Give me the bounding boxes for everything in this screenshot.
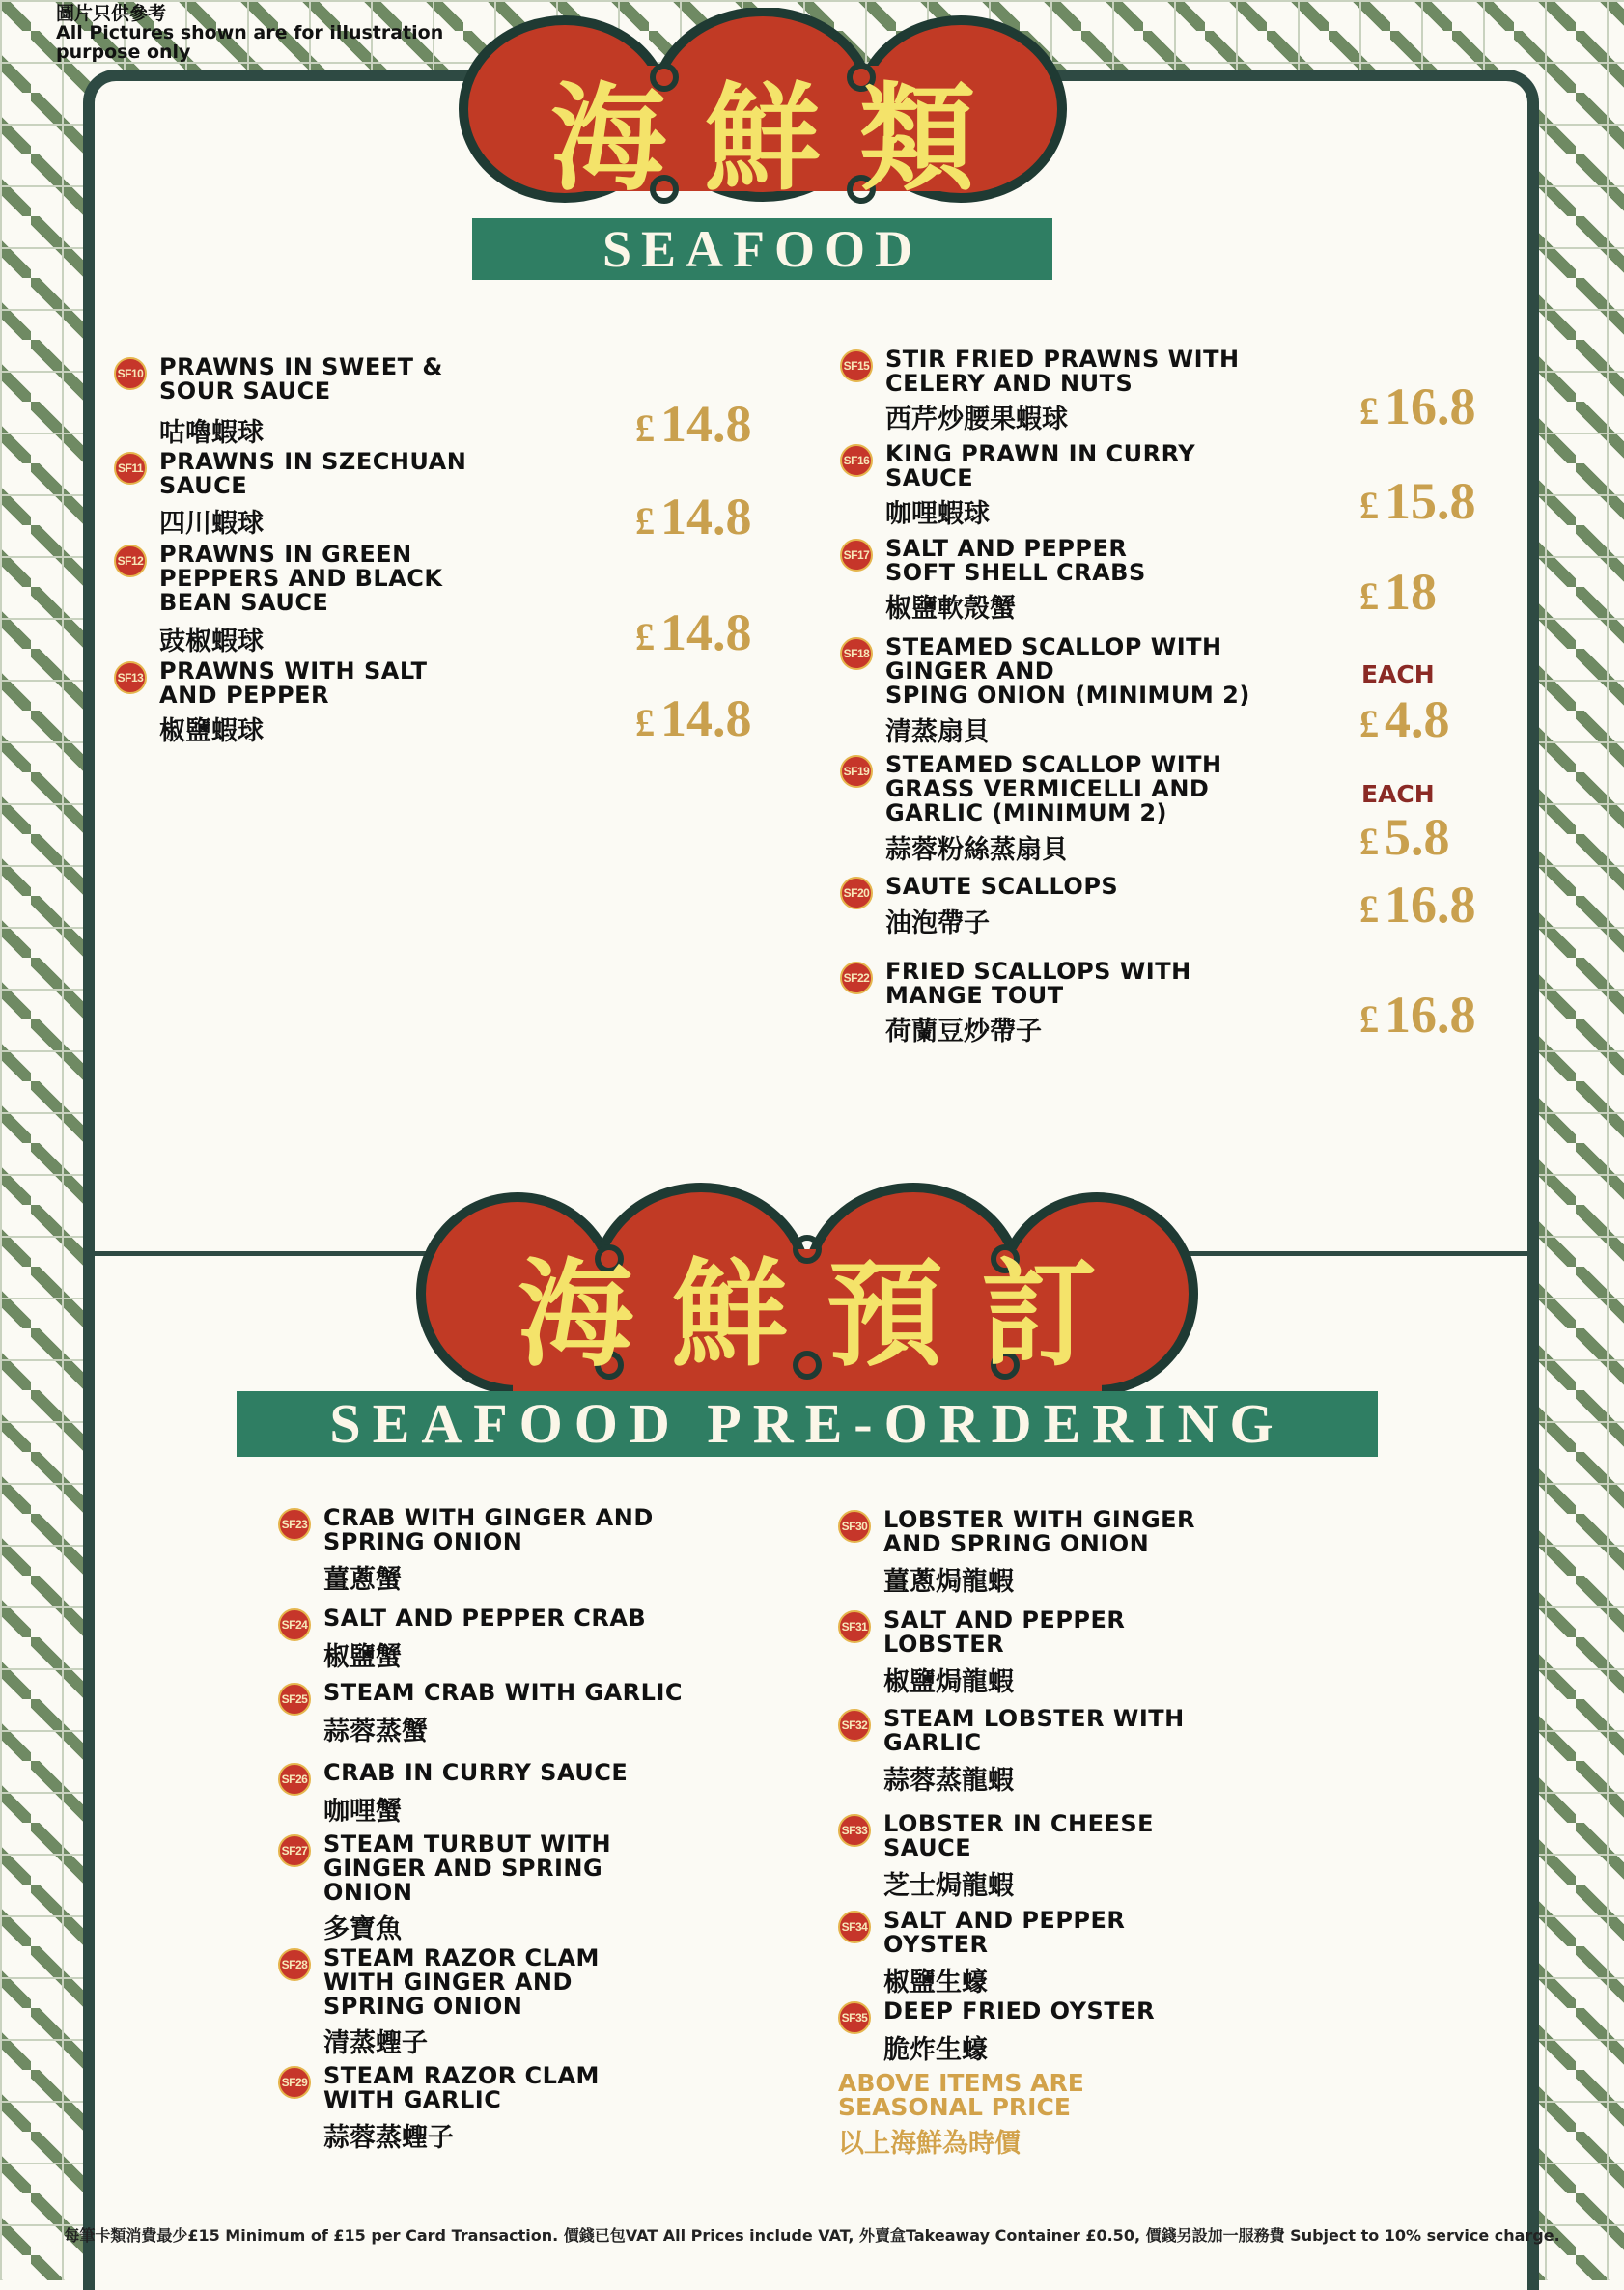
item-name-zh: 薑蔥焗龍蝦 bbox=[883, 1567, 1014, 1597]
item-code-badge: SF27 bbox=[278, 1834, 311, 1867]
seafood-title-zh: 海鮮類 bbox=[550, 70, 1014, 207]
item-code-badge: SF31 bbox=[838, 1610, 871, 1643]
item-name: STEAM TURBUT WITH GINGER AND SPRING ONION bbox=[323, 1830, 612, 1906]
item-code-badge: SF15 bbox=[840, 349, 873, 382]
item-code-badge: SF17 bbox=[840, 539, 873, 572]
item-name-zh: 荷蘭豆炒帶子 bbox=[885, 1017, 1042, 1047]
disclaimer-zh: 圖片只供參考 bbox=[56, 3, 167, 24]
item-name: LOBSTER IN CHEESE SAUCE bbox=[883, 1810, 1155, 1861]
item-name-zh: 豉椒蝦球 bbox=[159, 627, 264, 656]
item-name: PRAWNS IN SWEET & SOUR SAUCE bbox=[159, 353, 443, 405]
item-name-zh: 薑蔥蟹 bbox=[323, 1565, 402, 1595]
item-name: STEAMED SCALLOP WITH GRASS VERMICELLI AND GARLIC (MINIMUM 2) bbox=[885, 751, 1222, 826]
item-name-zh: 清蒸扇貝 bbox=[885, 717, 990, 747]
item-name-zh: 四川蝦球 bbox=[159, 509, 264, 539]
item-name-zh: 西芹炒腰果蝦球 bbox=[885, 405, 1068, 434]
item-name: LOBSTER WITH GINGER AND SPRING ONION bbox=[883, 1506, 1196, 1557]
item-name: STIR FRIED PRAWNS WITH CELERY AND NUTS bbox=[885, 346, 1240, 397]
item-name-zh: 椒鹽軟殼蟹 bbox=[885, 594, 1016, 624]
item-name-zh: 咖哩蟹 bbox=[323, 1797, 402, 1827]
item-code-badge: SF35 bbox=[838, 2001, 871, 2034]
item-code-badge: SF22 bbox=[840, 962, 873, 994]
item-code-badge: SF26 bbox=[278, 1763, 311, 1796]
item-code-badge: SF25 bbox=[278, 1683, 311, 1716]
item-code-badge: SF23 bbox=[278, 1508, 311, 1541]
item-name: PRAWNS IN SZECHUAN SAUCE bbox=[159, 448, 467, 499]
item-name: DEEP FRIED OYSTER bbox=[883, 1997, 1156, 2025]
preorder-title-zh: 海鮮預訂 bbox=[518, 1246, 1135, 1382]
item-code-badge: SF11 bbox=[114, 452, 147, 485]
item-name: STEAM RAZOR CLAM WITH GARLIC bbox=[323, 2062, 600, 2113]
disclaimer-en-line2: purpose only bbox=[56, 42, 191, 63]
item-name-zh: 蒜蓉蒸龍蝦 bbox=[883, 1766, 1014, 1796]
preorder-header bbox=[411, 1182, 1203, 1402]
item-code-badge: SF32 bbox=[838, 1709, 871, 1742]
item-code-badge: SF12 bbox=[114, 545, 147, 577]
footer-terms: 每筆卡類消費最少£15 Minimum of £15 per Card Transaction. 價錢已包VAT All Prices include VAT, 外賣盒Takeaway Container £0.50, 價錢另設加一服務費 Subject to 10% service charge. bbox=[64, 2226, 1560, 2245]
item-price-note: EACH bbox=[1361, 780, 1435, 808]
item-code-badge: SF34 bbox=[838, 1911, 871, 1943]
item-code-badge: SF29 bbox=[278, 2066, 311, 2099]
item-price: £ 4.8 bbox=[1359, 690, 1450, 748]
item-name-zh: 蒜蓉蒸蟶子 bbox=[323, 2123, 454, 2153]
item-code-badge: SF13 bbox=[114, 661, 147, 694]
item-name: STEAM LOBSTER WITH GARLIC bbox=[883, 1705, 1185, 1756]
item-code-badge: SF33 bbox=[838, 1814, 871, 1847]
item-name-zh: 咖哩蝦球 bbox=[885, 499, 990, 529]
item-code-badge: SF10 bbox=[114, 357, 147, 390]
item-price: £ 14.8 bbox=[635, 488, 752, 545]
item-name-zh: 椒鹽生蠔 bbox=[883, 1968, 988, 1997]
item-price: £ 15.8 bbox=[1359, 472, 1476, 530]
item-name: FRIED SCALLOPS WITH MANGE TOUT bbox=[885, 958, 1191, 1009]
disclaimer bbox=[56, 3, 444, 63]
item-name: SALT AND PEPPER SOFT SHELL CRABS bbox=[885, 535, 1146, 586]
item-name: STEAM CRAB WITH GARLIC bbox=[323, 1679, 683, 1706]
item-price: £ 14.8 bbox=[635, 395, 752, 453]
item-price: £ 16.8 bbox=[1359, 377, 1476, 435]
item-name: SALT AND PEPPER CRAB bbox=[323, 1605, 647, 1632]
item-price: £ 14.8 bbox=[635, 603, 752, 661]
item-name-zh: 椒鹽焗龍蝦 bbox=[883, 1667, 1014, 1697]
item-name: STEAMED SCALLOP WITH GINGER AND SPING ONION (MINIMUM 2) bbox=[885, 633, 1250, 709]
seasonal-price-note-zh: 以上海鮮為時價 bbox=[838, 2129, 1021, 2159]
item-name-zh: 多寶魚 bbox=[323, 1914, 402, 1944]
item-price: £ 16.8 bbox=[1359, 986, 1476, 1044]
item-code-badge: SF18 bbox=[840, 637, 873, 670]
item-name: SAUTE SCALLOPS bbox=[885, 873, 1119, 900]
item-name: STEAM RAZOR CLAM WITH GINGER AND SPRING ONION bbox=[323, 1944, 600, 2020]
item-code-badge: SF20 bbox=[840, 877, 873, 909]
item-name: SALT AND PEPPER LOBSTER bbox=[883, 1606, 1126, 1658]
item-name-zh: 脆炸生蠔 bbox=[883, 2035, 988, 2065]
seafood-banner: SEAFOOD bbox=[472, 218, 1052, 280]
item-name-zh: 咕嚕蝦球 bbox=[159, 418, 264, 448]
item-name-zh: 芝士焗龍蝦 bbox=[883, 1871, 1014, 1901]
item-name-zh: 油泡帶子 bbox=[885, 908, 990, 938]
item-code-badge: SF30 bbox=[838, 1510, 871, 1543]
item-code-badge: SF19 bbox=[840, 755, 873, 788]
preorder-banner: SEAFOOD PRE-ORDERING bbox=[237, 1391, 1378, 1457]
item-name-zh: 蒜蓉粉絲蒸扇貝 bbox=[885, 835, 1068, 865]
item-price: £ 14.8 bbox=[635, 689, 752, 747]
item-name: CRAB WITH GINGER AND SPRING ONION bbox=[323, 1504, 654, 1555]
item-name-zh: 椒鹽蝦球 bbox=[159, 716, 264, 746]
item-name-zh: 清蒸蟶子 bbox=[323, 2028, 428, 2058]
item-name: SALT AND PEPPER OYSTER bbox=[883, 1907, 1126, 1958]
item-name-zh: 椒鹽蟹 bbox=[323, 1642, 402, 1672]
seafood-header bbox=[454, 8, 1072, 210]
item-code-badge: SF16 bbox=[840, 444, 873, 477]
item-code-badge: SF28 bbox=[278, 1948, 311, 1981]
item-name: KING PRAWN IN CURRY SAUCE bbox=[885, 440, 1196, 491]
item-code-badge: SF24 bbox=[278, 1608, 311, 1641]
item-price: £ 5.8 bbox=[1359, 808, 1450, 866]
item-name: PRAWNS WITH SALT AND PEPPER bbox=[159, 657, 428, 709]
item-price: £ 18 bbox=[1359, 563, 1437, 621]
item-price: £ 16.8 bbox=[1359, 876, 1476, 934]
item-name: PRAWNS IN GREEN PEPPERS AND BLACK BEAN SAUCE bbox=[159, 541, 443, 616]
disclaimer-en-line1: All Pictures shown are for illustration bbox=[56, 22, 444, 43]
item-name-zh: 蒜蓉蒸蟹 bbox=[323, 1717, 428, 1746]
item-name: CRAB IN CURRY SAUCE bbox=[323, 1759, 629, 1786]
item-price-note: EACH bbox=[1361, 660, 1435, 688]
seasonal-price-note: ABOVE ITEMS ARE SEASONAL PRICE bbox=[838, 2069, 1084, 2121]
